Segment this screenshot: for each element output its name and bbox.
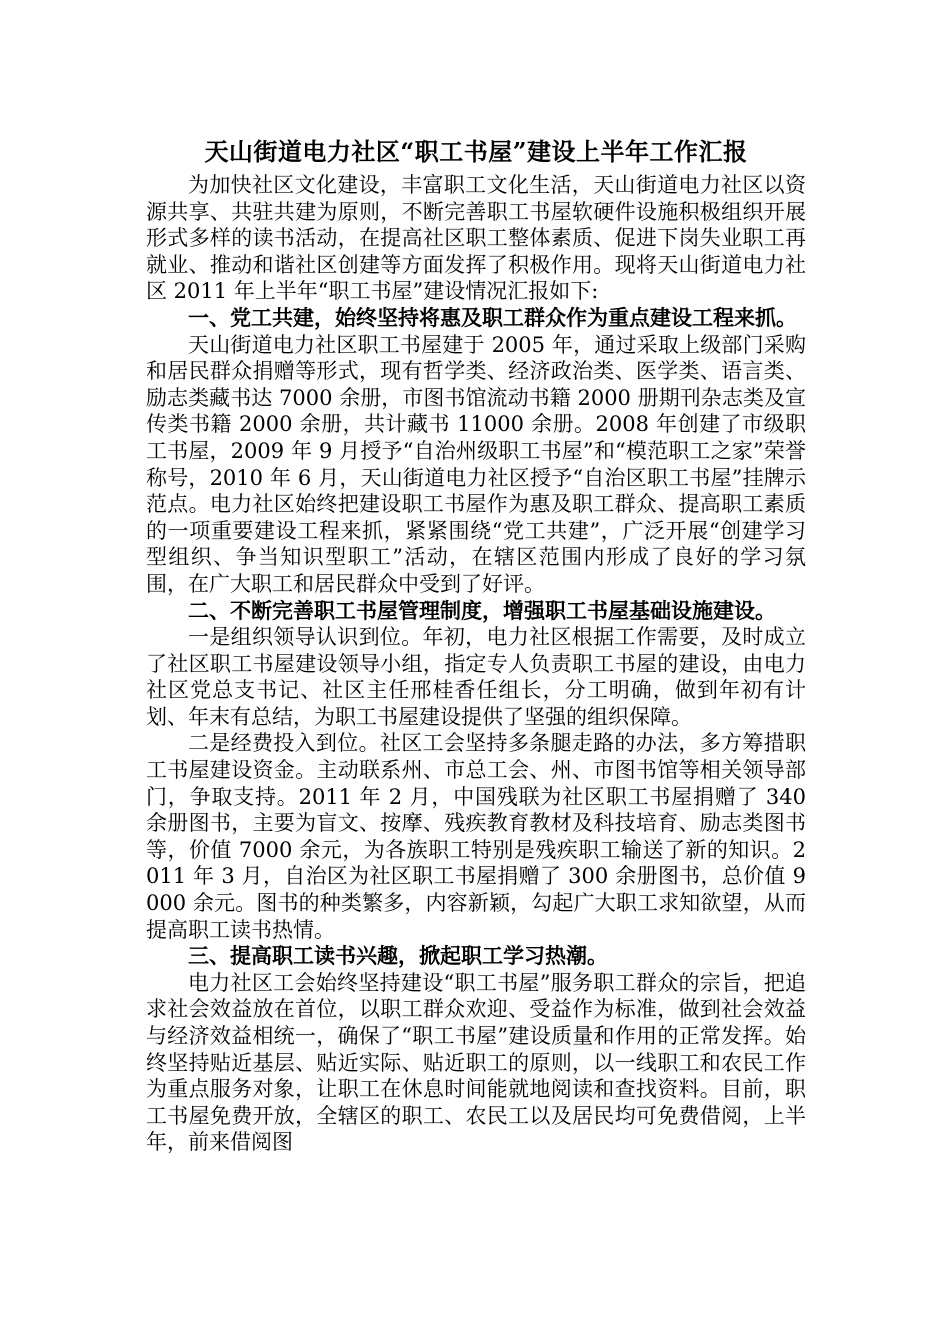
- section-1-paragraph: 天山街道电力社区职工书屋建于 2005 年，通过采取上级部门采购和居民群众捐赠等形式，现有哲学类、经济政治类、医学类、语言类、励志类藏书达 7000 余册，市图书馆流动书籍 2000 册期刊杂志类及宣传类书籍 2000 余册，共计藏书 11000 余册。2008 年创建了市级职工书屋，2009 年 9 月授予“自治州级职工书屋”和“模范职工之家”荣誉称号，2010 年 6 月，天山街道电力社区授予“自治区职工书屋”挂牌示范点。电力社区始终把建设职工书屋作为惠及职工群众、提高职工素质的一项重要建设工程来抓，紧紧围绕“党工共建”，广泛开展“创建学习型组织、争当知识型职工”活动，在辖区范围内形成了良好的学习氛围，在广大职工和居民群众中受到了好评。: [146, 332, 806, 596]
- section-3-paragraph: 电力社区工会始终坚持建设“职工书屋”服务职工群众的宗旨，把追求社会效益放在首位，以职工群众欢迎、受益作为标准，做到社会效益与经济效益相统一，确保了“职工书屋”建设质量和作用的正常发挥。始终坚持贴近基层、贴近实际、贴近职工的原则，以一线职工和农民工作为重点服务对象，让职工在休息时间能就地阅读和查找资料。目前，职工书屋免费开放，全辖区的职工、农民工以及居民均可免费借阅，上半年，前来借阅图: [146, 970, 806, 1155]
- section-heading-1: 一、党工共建，始终坚持将惠及职工群众作为重点建设工程来抓。: [188, 304, 797, 330]
- section-heading-2: 二、不断完善职工书屋管理制度，增强职工书屋基础设施建设。: [188, 597, 776, 623]
- section-2-paragraph-2: 二是经费投入到位。社区工会坚持多条腿走路的办法，多方筹措职工书屋建设资金。主动联系州、市总工会、州、市图书馆等相关领导部门，争取支持。2011 年 2 月，中国残联为社区职工书屋捐赠了 340 余册图书，主要为盲文、按摩、残疾教育教材及科技培育、励志类图书等，价值 7000 余元，为各族职工特别是残疾职工输送了新的知识。2011 年 3 月，自治区为社区职工书屋捐赠了 300 余册图书，总价值 9000 余元。图书的种类繁多，内容新颖，勾起广大职工求知欲望，从而提高职工读书热情。: [146, 731, 806, 942]
- section-2-paragraph-1: 一是组织领导认识到位。年初，电力社区根据工作需要，及时成立了社区职工书屋建设领导小组，指定专人负责职工书屋的建设，由电力社区党总支书记、社区主任邢桂香任组长，分工明确，做到年初有计划、年末有总结，为职工书屋建设提供了坚强的组织保障。: [146, 625, 806, 729]
- document-page: [146, 136, 806, 1156]
- intro-paragraph: 为加快社区文化建设，丰富职工文化生活，天山街道电力社区以资源共享、共驻共建为原则，不断完善职工书屋软硬件设施积极组织开展形式多样的读书活动，在提高社区职工整体素质、促进下岗失业职工再就业、推动和谐社区创建等方面发挥了积极作用。现将天山街道电力社区 2011 年上半年“职工书屋”建设情况汇报如下:: [146, 173, 806, 304]
- document-title: 天山街道电力社区“职工书屋”建设上半年工作汇报: [204, 137, 748, 166]
- section-heading-3: 三、提高职工读书兴趣，掀起职工学习热潮。: [188, 943, 608, 969]
